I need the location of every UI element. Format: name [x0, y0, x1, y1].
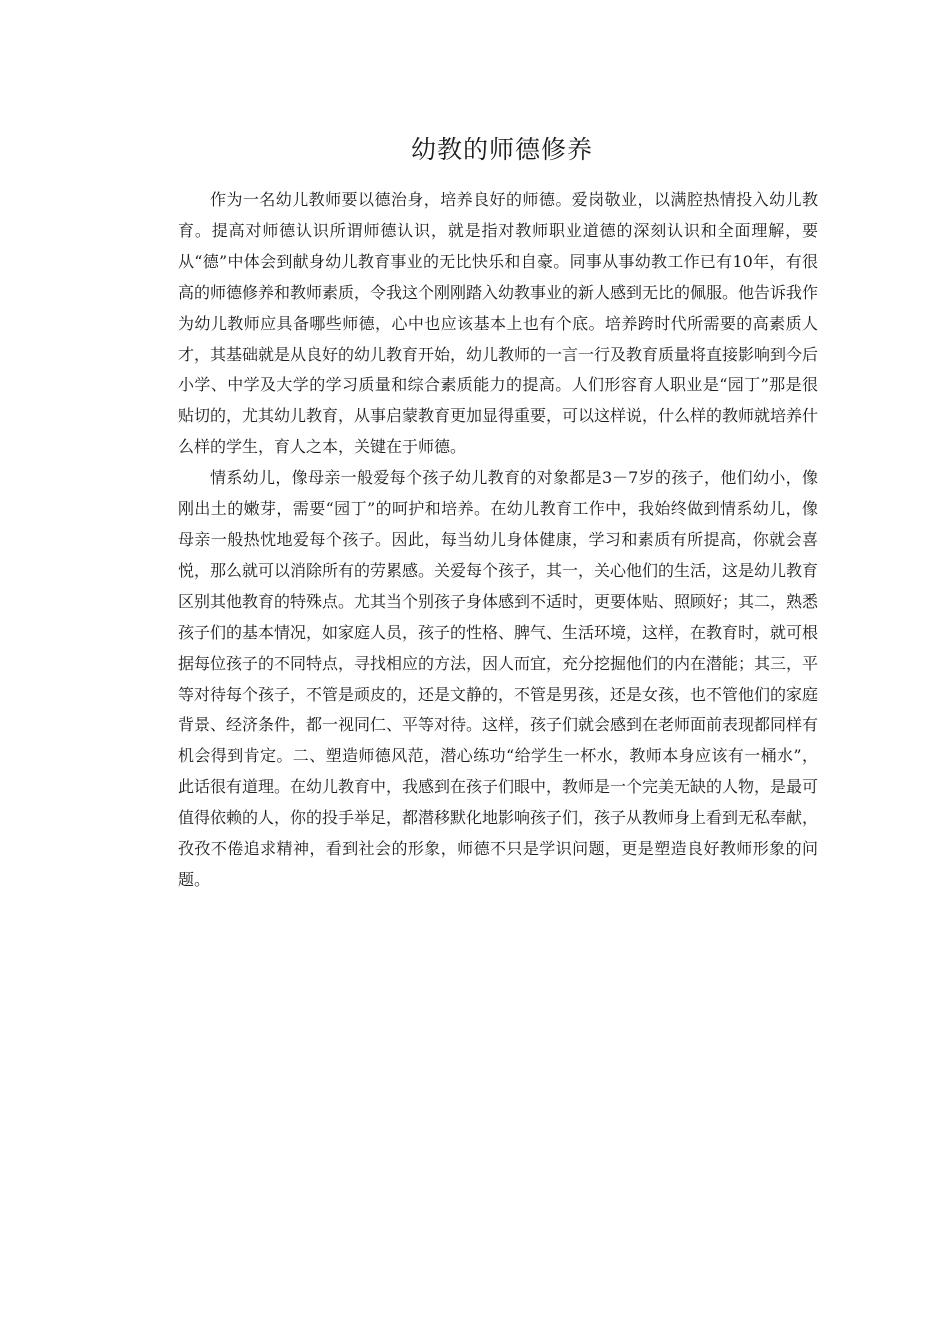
- document-title: 幼教的师德修养: [410, 135, 593, 164]
- document-body: [178, 185, 818, 896]
- paragraph-1: 作为一名幼儿教师要以德治身，培养良好的师德。爱岗敬业，以满腔热情投入幼儿教育。提高对师德认识所谓师德认识，就是指对教师职业道德的深刻认识和全面理解，要从“德”中体会到献身幼儿教育事业的无比快乐和自豪。同事从事幼教工作已有10年，有很高的师德修养和教师素质，令我这个刚刚踏入幼教事业的新人感到无比的佩服。他告诉我作为幼儿教师应具备哪些师德，心中也应该基本上也有个底。培养跨时代所需要的高素质人才，其基础就是从良好的幼儿教育开始，幼儿教师的一言一行及教育质量将直接影响到今后小学、中学及大学的学习质量和综合素质能力的提高。人们形容育人职业是“园丁”那是很贴切的，尤其幼儿教育，从事启蒙教育更加显得重要，可以这样说，什么样的教师就培养什么样的学生，育人之本，关键在于师德。: [178, 190, 819, 457]
- paragraph-2: 情系幼儿，像母亲一般爱每个孩子幼儿教育的对象都是3－7岁的孩子，他们幼小，像刚出土的嫩芽，需要“园丁”的呵护和培养。在幼儿教育工作中，我始终做到情系幼儿，像母亲一般热忱地爱每个孩子。因此，每当幼儿身体健康，学习和素质有所提高，你就会喜悦，那么就可以消除所有的劳累感。关爱每个孩子，其一，关心他们的生活，这是幼儿教育区别其他教育的特殊点。尤其当个别孩子身体感到不适时，更要体贴、照顾好；其二，熟悉孩子们的基本情况，如家庭人员，孩子的性格、脾气、生活环境，这样，在教育时，就可根据每位孩子的不同特点，寻找相应的方法，因人而宜，充分挖掘他们的内在潜能；其三，平等对待每个孩子，不管是顽皮的，还是文静的，不管是男孩，还是女孩，也不管他们的家庭背景、经济条件，都一视同仁、平等对待。这样，孩子们就会感到在老师面前表现都同样有机会得到肯定。二、塑造师德风范，潜心练功“给学生一杯水，教师本身应该有一桶水”，此话很有道理。在幼儿教育中，我感到在孩子们眼中，教师是一个完美无缺的人物，是最可值得依赖的人，你的投手举足，都潜移默化地影响孩子们，孩子从教师身上看到无私奉献，孜孜不倦追求精神，看到社会的形象，师德不只是学识问题，更是塑造良好教师形象的问题。: [178, 468, 819, 889]
